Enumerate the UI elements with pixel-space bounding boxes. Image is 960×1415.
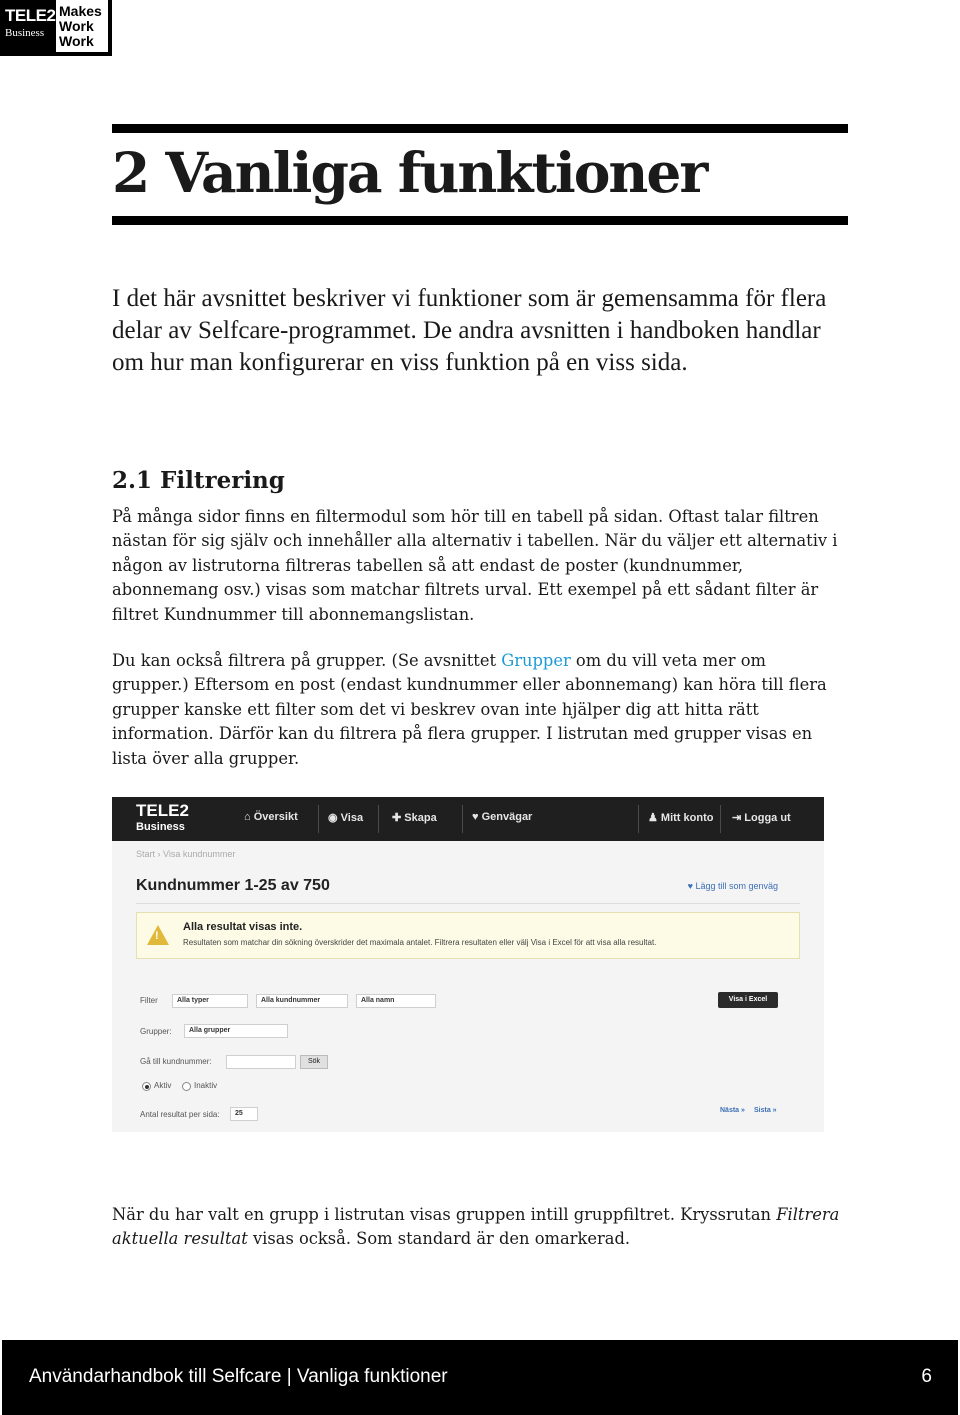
users-icon: ♟ [648, 812, 661, 824]
search-button[interactable]: Sök [300, 1055, 328, 1069]
name-select[interactable]: Alla namn [356, 994, 436, 1008]
nav-create[interactable] [392, 811, 437, 824]
nav-overview[interactable] [244, 811, 298, 823]
chapter-title: 2 Vanliga funktioner [112, 140, 707, 205]
type-select[interactable]: Alla typer [172, 994, 248, 1008]
per-page-label: Antal resultat per sida: [140, 1110, 220, 1119]
text: visas också. Som standard är den omarkerad. [247, 1229, 631, 1249]
inactive-radio[interactable] [182, 1082, 191, 1091]
intro-paragraph: I det här avsnittet beskriver vi funktioner som är gemensamma för flera delar av Selfcare-programmet. De andra avsnitten i handboken handlar om hur man konfigurerar en viss funktion på en viss sida. [112, 285, 827, 376]
heading-rule-top [112, 124, 848, 133]
nav-overview-label: Översikt [253, 811, 298, 823]
home-icon: ⌂ [244, 811, 254, 823]
groups-select[interactable]: Alla grupper [184, 1024, 288, 1038]
nav-shortcuts-label: Genvägar [481, 811, 533, 823]
warning-icon: ! [147, 925, 169, 945]
checkbox-name: Filtrera aktuella resultat [112, 1205, 840, 1249]
text: När du har valt en grupp i listrutan visas gruppen intill gruppfiltret. Kryssrutan [112, 1205, 777, 1224]
logo-brand: TELE2 [5, 6, 56, 25]
nav-shortcuts[interactable] [472, 811, 532, 823]
screenshot-customer-list [112, 797, 824, 1132]
add-shortcut-label: Lägg till som genväg [695, 881, 778, 891]
shot-navbar [112, 797, 824, 841]
groups-link[interactable]: Grupper [501, 651, 571, 670]
next-link[interactable]: Nästa » [720, 1107, 745, 1114]
text: Du kan också filtrera på grupper. (Se avsnittet [112, 651, 502, 670]
selected-group-paragraph [112, 1203, 847, 1252]
page-footer [2, 1340, 958, 1415]
nav-logout-label: Logga ut [744, 812, 791, 824]
warning-text: Resultaten som matchar din sökning överskrider det maximala antalet. Filtrera resultaten eller välj Visa i Excel för att visa alla resultat. [183, 938, 657, 947]
nav-account-label: Mitt konto [660, 812, 714, 824]
page-number: 6 [921, 1366, 932, 1387]
add-shortcut-link[interactable] [688, 881, 778, 891]
active-radio[interactable] [142, 1082, 151, 1091]
warning-box [136, 912, 800, 959]
logo-sub: Business [5, 27, 45, 39]
customer-select[interactable]: Alla kundnummer [256, 994, 348, 1008]
active-label: Aktiv [154, 1081, 172, 1090]
footer-title: Användarhandbok till Selfcare | Vanliga funktioner [29, 1366, 448, 1387]
show-in-excel-button[interactable]: Visa i Excel [718, 992, 778, 1008]
heart-icon: ♥ [472, 811, 482, 823]
shot-logo-sub: Business [136, 821, 185, 833]
filter-paragraph: På många sidor finns en filtermodul som hör till en tabell på sidan. Oftast talar filtren nästan för sig själv och innehåller alla alternativ i tabellen. När du väljer ett alternativ i någon av listrutorna filtreras tabellen så att endast de poster (kundnummer, abonnemang osv.) visas som matchar filtrets urval. Ett exempel på ett sådant filter är filtret Kundnummer till abonnemangslistan. [112, 507, 838, 624]
customer-number-input[interactable] [226, 1055, 296, 1069]
shot-logo-brand: TELE2 [136, 801, 189, 820]
heading-rule-bottom [112, 216, 848, 225]
plus-icon: ✚ [392, 812, 405, 824]
breadcrumb[interactable]: Start › Visa kundnummer [136, 849, 236, 859]
per-page-select[interactable]: 25 [230, 1107, 258, 1121]
nav-show-label: Visa [340, 812, 364, 824]
heart-icon: ♥ [687, 881, 696, 891]
text: om du vill veta mer om grupper.) Eftersom en post (endast kundnummer eller abonnemang) kan höra till flera grupper kanske ett filter som det vi beskrev ovan inte hjälper dig att hitta rätt information. Därför kan du filtrera på flera grupper. I listrutan med grupper visas en lista över alla grupper. [112, 651, 827, 768]
tagline-word: Work [59, 33, 94, 49]
eye-icon: ◉ [328, 812, 341, 824]
groups-paragraph [112, 649, 847, 771]
nav-logout[interactable] [732, 811, 791, 824]
nav-separator [720, 805, 721, 833]
goto-label: Gå till kundnummer: [140, 1057, 212, 1066]
nav-account[interactable] [648, 811, 713, 824]
filter-label: Filter [140, 996, 158, 1005]
section-title: 2.1 Filtrering [112, 467, 285, 494]
tagline-word: Makes [59, 3, 102, 19]
nav-separator [638, 805, 639, 833]
divider [136, 903, 800, 904]
shot-page-title: Kundnummer 1-25 av 750 [136, 877, 330, 894]
last-link[interactable]: Sista » [754, 1107, 777, 1114]
tagline-word: Work [59, 18, 94, 34]
tagline-logo [56, 0, 112, 56]
nav-create-label: Skapa [404, 812, 437, 824]
logout-icon: ⇥ [732, 812, 745, 824]
nav-show[interactable] [328, 811, 363, 824]
nav-separator [378, 805, 379, 833]
tele2-logo [0, 0, 56, 56]
nav-separator [462, 805, 463, 833]
inactive-label: Inaktiv [194, 1081, 218, 1090]
groups-label: Grupper: [140, 1027, 172, 1036]
warning-title: Alla resultat visas inte. [183, 921, 303, 933]
nav-separator [318, 805, 319, 833]
